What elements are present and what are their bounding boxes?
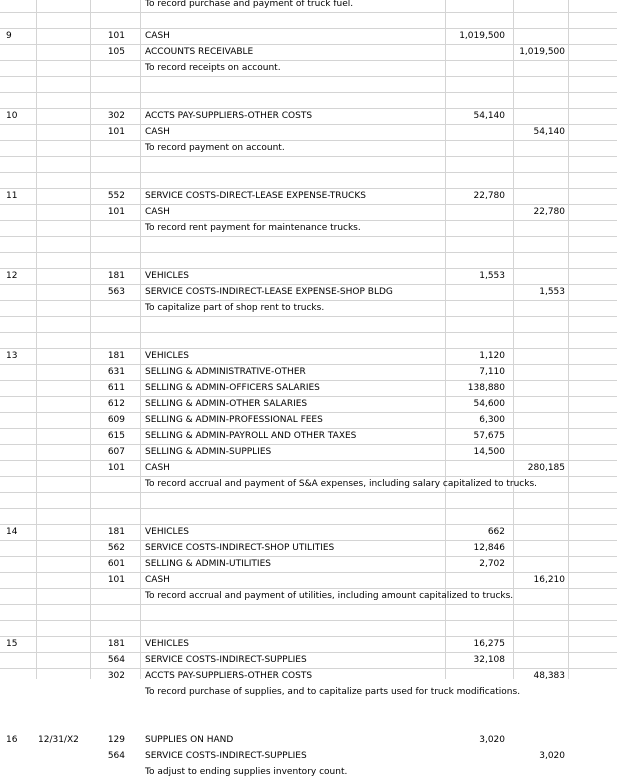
account-description-cell[interactable]: SERVICE COSTS-INDIRECT-SUPPLIES	[145, 655, 307, 665]
grid-row-line	[0, 332, 617, 333]
debit-cell[interactable]	[445, 204, 505, 220]
account-number-cell[interactable]: 101	[107, 575, 125, 585]
account-description-cell[interactable]: CASH	[145, 127, 170, 137]
debit-cell[interactable]: 1,120	[479, 351, 505, 361]
debit-cell[interactable]: 7,110	[479, 367, 505, 377]
memo-cell[interactable]: To record accrual and payment of S&A expenses, including salary capitalized to trucks.	[145, 479, 538, 489]
grid-row-line	[0, 316, 617, 317]
account-number-cell[interactable]: 181	[107, 271, 125, 281]
account-description-cell[interactable]: SELLING & ADMIN-OFFICERS SALARIES	[145, 383, 320, 393]
account-number-cell[interactable]: 612	[107, 399, 125, 409]
account-description-cell[interactable]: ACCOUNTS RECEIVABLE	[145, 47, 254, 57]
date-cell[interactable]	[38, 108, 90, 124]
debit-cell[interactable]: 16,275	[473, 639, 505, 649]
entry-number-cell[interactable]: 14	[6, 527, 18, 537]
credit-cell[interactable]	[508, 444, 565, 460]
credit-cell[interactable]: 1,019,500	[519, 47, 565, 57]
credit-cell[interactable]	[508, 524, 565, 540]
account-description-cell[interactable]: SELLING & ADMIN-PAYROLL AND OTHER TAXES	[145, 431, 357, 441]
debit-cell[interactable]	[445, 124, 505, 140]
grid-column-line	[90, 0, 91, 679]
memo-cell[interactable]: To record accrual and payment of utilities, including amount capitalized to trucks.	[145, 591, 514, 601]
entry-number-cell[interactable]: 13	[6, 351, 18, 361]
account-number-cell[interactable]: 181	[107, 527, 125, 537]
entry-number-cell[interactable]: 10	[6, 111, 18, 121]
debit-cell[interactable]: 1,553	[479, 271, 505, 281]
debit-cell[interactable]: 138,880	[467, 383, 505, 393]
account-description-cell[interactable]: CASH	[145, 463, 170, 473]
grid-row-line	[0, 252, 617, 253]
credit-cell[interactable]: 3,020	[539, 751, 565, 761]
grid-row-line	[0, 156, 617, 157]
account-description-cell[interactable]: VEHICLES	[145, 351, 189, 361]
credit-cell[interactable]: 54,140	[533, 127, 565, 137]
credit-cell[interactable]	[508, 28, 565, 44]
debit-cell[interactable]: 54,600	[473, 399, 505, 409]
grid-row-line	[0, 76, 617, 77]
account-number-cell[interactable]: 631	[107, 367, 125, 377]
grid-column-line	[568, 0, 569, 679]
entry-number-cell[interactable]: 12	[6, 271, 18, 281]
grid-column-line	[36, 0, 37, 679]
account-number-cell[interactable]: 611	[107, 383, 125, 393]
credit-cell[interactable]: 1,553	[539, 287, 565, 297]
entry-number-cell[interactable]: 15	[6, 639, 18, 649]
credit-cell[interactable]	[508, 540, 565, 556]
account-number-cell[interactable]: 101	[107, 31, 125, 41]
grid-row-line	[0, 604, 617, 605]
account-description-cell[interactable]: SELLING & ADMIN-SUPPLIES	[145, 447, 272, 457]
debit-cell[interactable]: 32,108	[473, 655, 505, 665]
debit-cell[interactable]: 6,300	[479, 415, 505, 425]
credit-cell[interactable]	[508, 348, 565, 364]
grid-column-line	[140, 0, 141, 679]
account-number-cell[interactable]: 564	[107, 655, 125, 665]
account-number-cell[interactable]: 564	[107, 751, 125, 761]
account-number-cell[interactable]: 607	[107, 447, 125, 457]
credit-cell[interactable]	[508, 556, 565, 572]
memo-cell[interactable]: To adjust to ending supplies inventory count.	[145, 767, 348, 777]
credit-cell[interactable]	[508, 364, 565, 380]
account-number-cell[interactable]: 552	[107, 191, 125, 201]
credit-cell[interactable]	[508, 396, 565, 412]
account-description-cell[interactable]: VEHICLES	[145, 639, 189, 649]
account-number-cell[interactable]: 101	[107, 463, 125, 473]
grid-row-line	[0, 92, 617, 93]
account-description-cell[interactable]: VEHICLES	[145, 527, 189, 537]
account-description-cell[interactable]: CASH	[145, 575, 170, 585]
grid-row-line	[0, 508, 617, 509]
account-number-cell[interactable]: 105	[107, 47, 125, 57]
account-description-cell[interactable]: SERVICE COSTS-DIRECT-LEASE EXPENSE-TRUCKS	[145, 191, 366, 201]
account-number-cell[interactable]: 562	[107, 543, 125, 553]
debit-cell[interactable]	[445, 44, 505, 60]
credit-cell[interactable]: 22,780	[533, 207, 565, 217]
debit-cell[interactable]: 57,675	[473, 431, 505, 441]
account-number-cell[interactable]: 302	[107, 111, 125, 121]
date-cell[interactable]	[38, 268, 90, 284]
debit-cell[interactable]: 3,020	[479, 735, 505, 745]
account-description-cell[interactable]: SELLING & ADMIN-PROFESSIONAL FEES	[145, 415, 323, 425]
account-number-cell[interactable]: 181	[107, 351, 125, 361]
account-description-cell[interactable]: SERVICE COSTS-INDIRECT-LEASE EXPENSE-SHOP BLDG	[145, 287, 393, 297]
date-cell[interactable]	[38, 636, 90, 652]
account-number-cell[interactable]: 101	[107, 207, 125, 217]
account-description-cell[interactable]: SUPPLIES ON HAND	[145, 735, 234, 745]
grid-row-line	[0, 12, 617, 13]
account-description-cell[interactable]: SELLING & ADMIN-UTILITIES	[145, 559, 271, 569]
credit-cell[interactable]	[508, 380, 565, 396]
memo-cell[interactable]: To record receipts on account.	[145, 63, 281, 73]
account-number-cell[interactable]: 615	[107, 431, 125, 441]
credit-cell[interactable]	[508, 108, 565, 124]
credit-cell[interactable]	[508, 732, 565, 748]
account-description-cell[interactable]: ACCTS PAY-SUPPLIERS-OTHER COSTS	[145, 111, 313, 121]
credit-cell[interactable]: 16,210	[533, 575, 565, 585]
grid-row-line	[0, 236, 617, 237]
debit-cell[interactable]	[445, 668, 505, 684]
entry-number-cell[interactable]: 11	[6, 191, 18, 201]
account-number-cell[interactable]: 101	[107, 127, 125, 137]
account-number-cell[interactable]: 563	[107, 287, 125, 297]
credit-cell[interactable]	[508, 268, 565, 284]
debit-cell[interactable]	[445, 284, 505, 300]
date-cell[interactable]	[38, 348, 90, 364]
account-description-cell[interactable]: SERVICE COSTS-INDIRECT-SHOP UTILITIES	[145, 543, 335, 553]
debit-cell[interactable]: 2,702	[479, 559, 505, 569]
credit-cell[interactable]	[508, 412, 565, 428]
memo-cell[interactable]: To record purchase and payment of truck fuel.	[145, 0, 354, 9]
debit-cell[interactable]: 54,140	[473, 111, 505, 121]
account-number-cell[interactable]: 129	[107, 735, 125, 745]
account-number-cell[interactable]: 601	[107, 559, 125, 569]
account-description-cell[interactable]: ACCTS PAY-SUPPLIERS-OTHER COSTS	[145, 671, 313, 681]
credit-cell[interactable]	[508, 428, 565, 444]
debit-cell[interactable]: 12,846	[473, 543, 505, 553]
entry-number-cell[interactable]: 9	[6, 31, 12, 41]
memo-cell[interactable]: To record purchase of supplies, and to capitalize parts used for truck modifications.	[145, 687, 521, 697]
debit-cell[interactable]: 14,500	[473, 447, 505, 457]
grid-row-line	[0, 172, 617, 173]
credit-cell[interactable]: 280,185	[527, 463, 565, 473]
credit-cell[interactable]	[508, 188, 565, 204]
date-cell[interactable]: 12/31/X2	[38, 735, 79, 745]
account-description-cell[interactable]: SERVICE COSTS-INDIRECT-SUPPLIES	[145, 751, 307, 761]
grid-row-line	[0, 620, 617, 621]
account-description-cell[interactable]: SELLING & ADMIN-OTHER SALARIES	[145, 399, 308, 409]
memo-cell[interactable]: To record payment on account.	[145, 143, 285, 153]
debit-cell[interactable]	[445, 572, 505, 588]
memo-cell[interactable]: To record rent payment for maintenance trucks.	[145, 223, 361, 233]
date-cell[interactable]	[38, 524, 90, 540]
account-description-cell[interactable]: CASH	[145, 31, 170, 41]
grid-row-line	[0, 492, 617, 493]
memo-cell[interactable]: To capitalize part of shop rent to trucks.	[145, 303, 325, 313]
account-description-cell[interactable]: SELLING & ADMINISTRATIVE-OTHER	[145, 367, 306, 377]
debit-cell[interactable]	[445, 460, 505, 476]
credit-cell[interactable]	[508, 636, 565, 652]
debit-cell[interactable]: 662	[487, 527, 505, 537]
credit-cell[interactable]: 48,383	[533, 671, 565, 681]
account-number-cell[interactable]: 609	[107, 415, 125, 425]
account-number-cell[interactable]: 302	[107, 671, 125, 681]
debit-cell[interactable]: 22,780	[473, 191, 505, 201]
debit-cell[interactable]: 1,019,500	[459, 31, 505, 41]
credit-cell[interactable]	[508, 652, 565, 668]
date-cell[interactable]	[38, 188, 90, 204]
debit-cell[interactable]	[445, 748, 505, 764]
account-number-cell[interactable]: 181	[107, 639, 125, 649]
account-description-cell[interactable]: CASH	[145, 207, 170, 217]
account-description-cell[interactable]: VEHICLES	[145, 271, 189, 281]
entry-number-cell[interactable]: 16	[6, 735, 18, 745]
date-cell[interactable]	[38, 28, 90, 44]
